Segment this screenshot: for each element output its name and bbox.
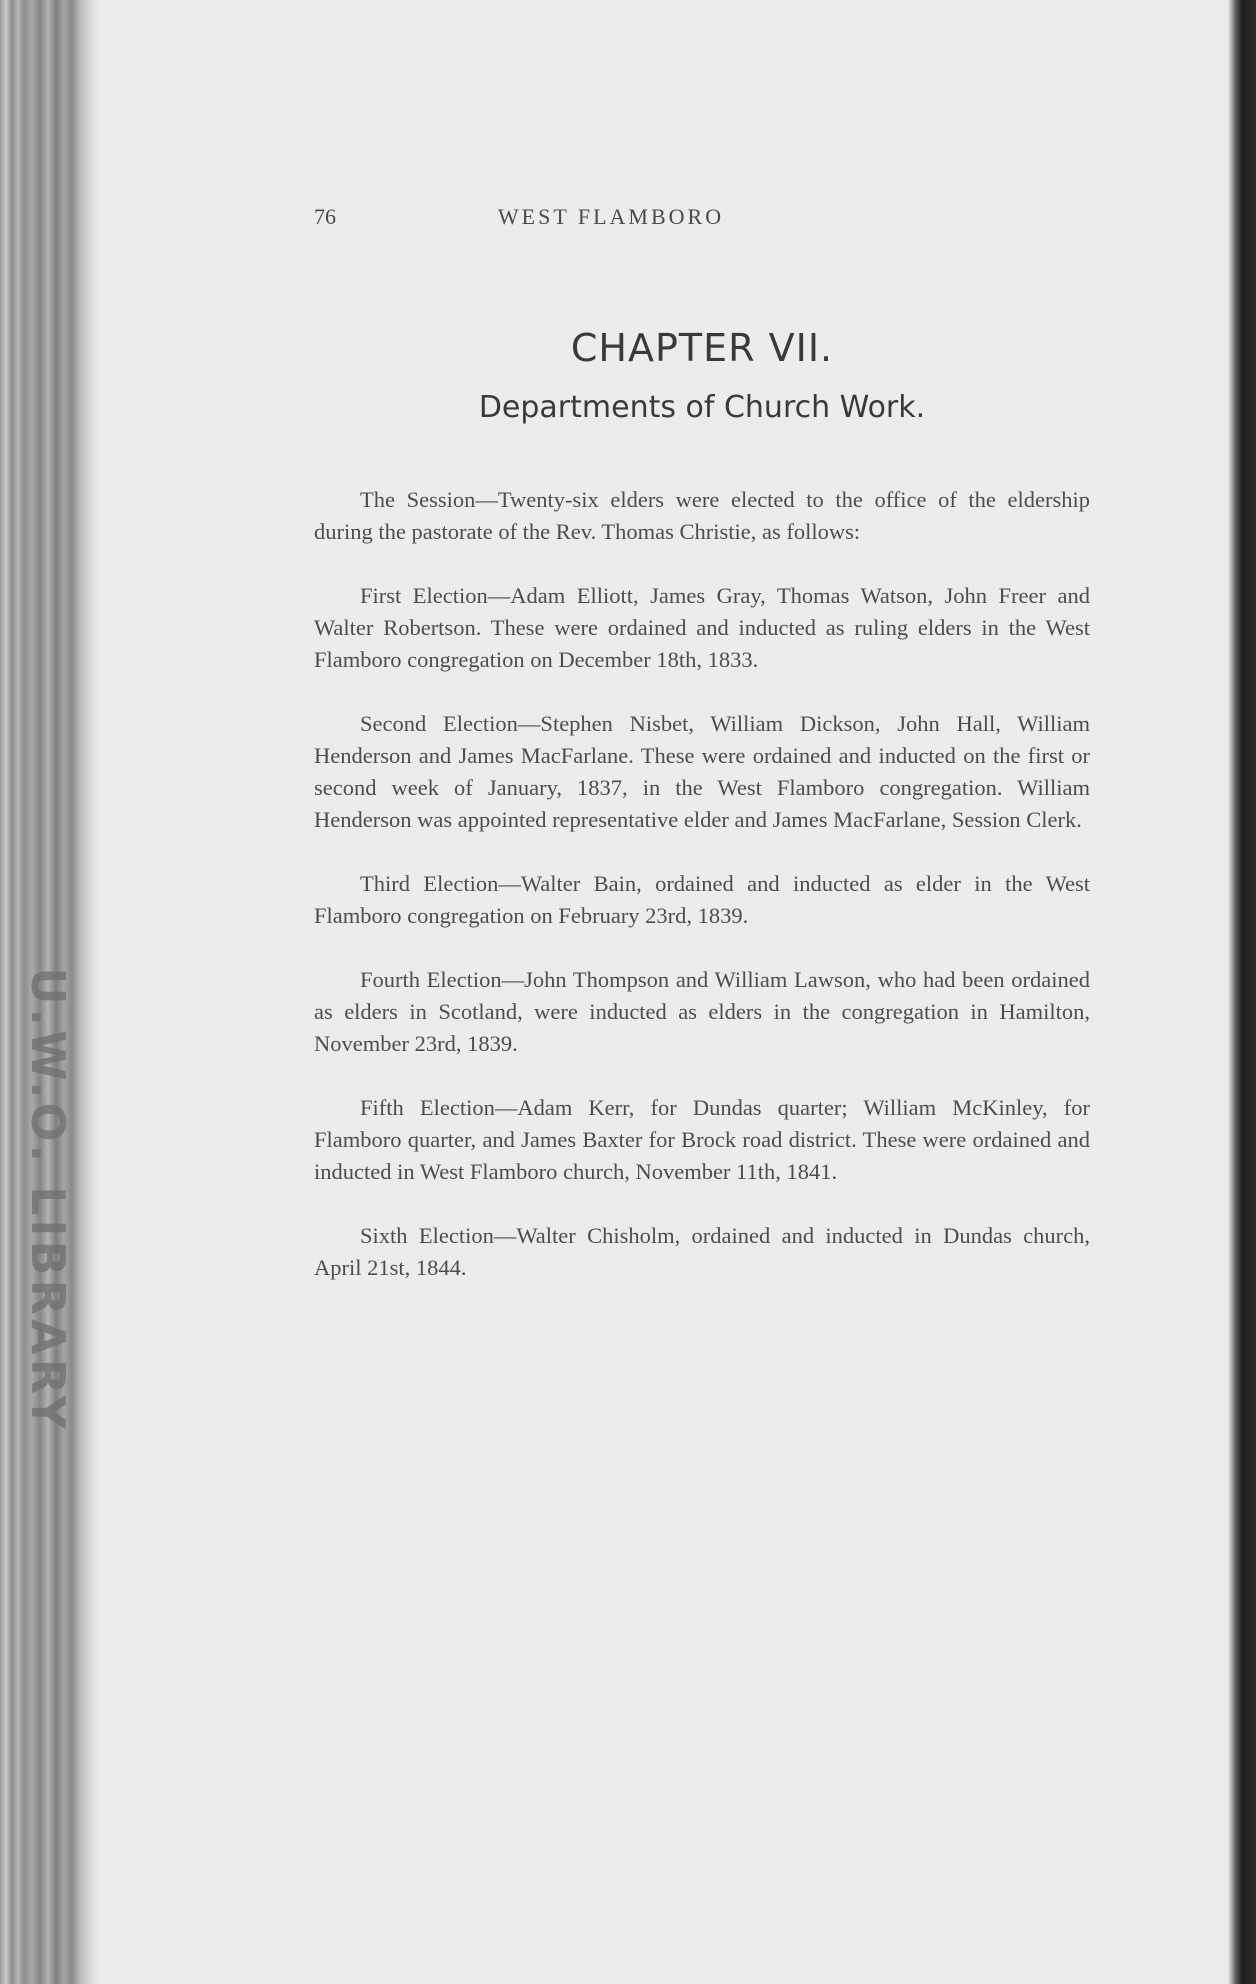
paragraph-fourth-election: Fourth Election—John Thompson and William Lawson, who had been ordained as elders in Scotland, were inducted as elders in the congregation in Hamilton, November 23rd, 1839. bbox=[314, 967, 1090, 1056]
paragraph-first-election: First Election—Adam Elliott, James Gray, Thomas Watson, John Freer and Walter Robertson. These were ordained and inducted as ruling elders in the West Flamboro congregation on December 18th, 1833. bbox=[314, 583, 1090, 672]
paragraph-third-election: Third Election—Walter Bain, ordained and inducted as elder in the West Flamboro congregation on February 23rd, 1839. bbox=[314, 871, 1090, 928]
paragraph-session: The Session—Twenty-six elders were elected to the office of the eldership during the pastorate of the Rev. Thomas Christie, as follows: bbox=[314, 487, 1090, 544]
paragraph-fifth-election: Fifth Election—Adam Kerr, for Dundas quarter; William McKinley, for Flamboro quarter, and James Baxter for Brock road district. These were ordained and inducted in West Flamboro church, November 11th, 1841. bbox=[314, 1095, 1090, 1184]
chapter-subtitle: Departments of Church Work. bbox=[478, 390, 926, 425]
paragraph-second-election: Second Election—Stephen Nisbet, William Dickson, John Hall, William Henderson and James MacFarlane. These were ordained and inducted on the first or second week of January, 1837, in the West Flamboro congregation. William Henderson was appointed representative elder and James MacFarlane, Session Clerk. bbox=[314, 711, 1090, 832]
paragraph-sixth-election: Sixth Election—Walter Chisholm, ordained and inducted in Dundas church, April 21st, 1844. bbox=[314, 1223, 1090, 1280]
library-stamp bbox=[18, 960, 78, 1440]
page-header bbox=[314, 204, 828, 234]
chapter-title: CHAPTER VII. bbox=[570, 326, 834, 370]
page-right-edge bbox=[1228, 0, 1256, 1984]
library-stamp-text: U.W.O. LIBRARY bbox=[21, 967, 76, 1433]
body-text bbox=[314, 484, 1090, 1316]
running-head: WEST FLAMBORO bbox=[497, 204, 725, 229]
page-number: 76 bbox=[314, 204, 336, 229]
